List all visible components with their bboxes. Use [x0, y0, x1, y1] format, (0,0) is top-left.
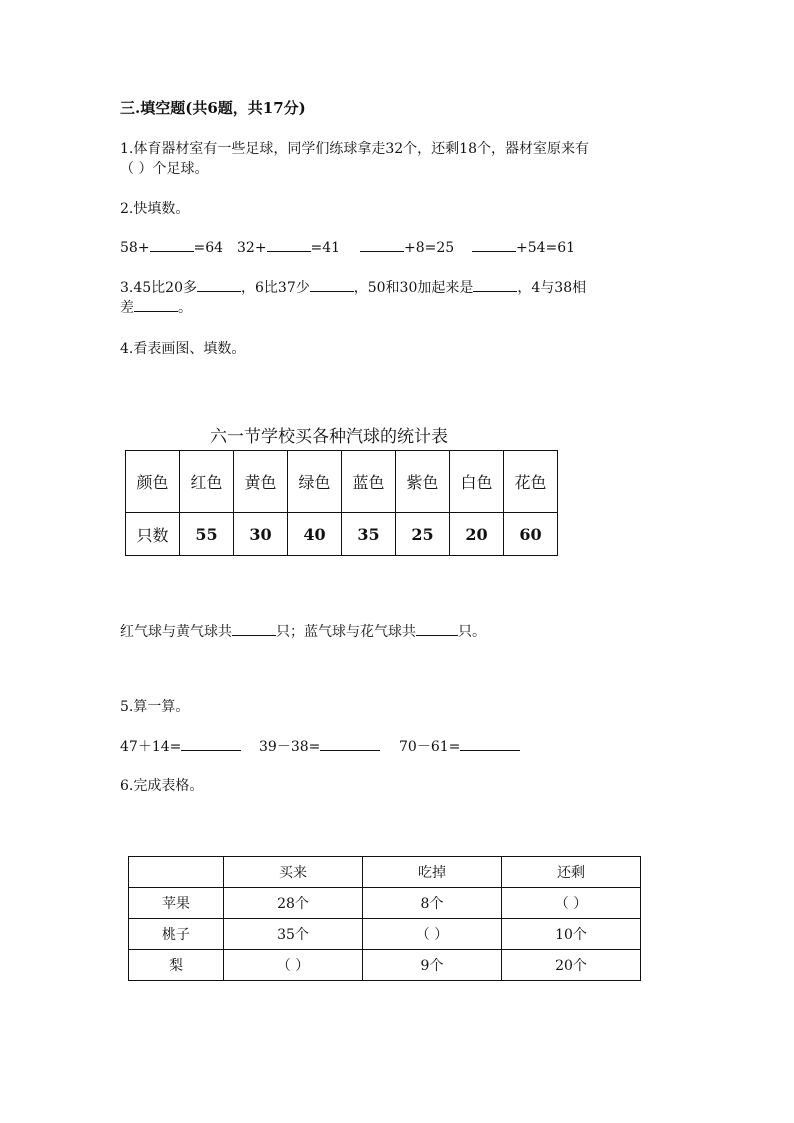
table-cell: 28个 [224, 888, 363, 919]
table-cell-blank[interactable]: （ ） [363, 919, 502, 950]
table-cell: 8个 [363, 888, 502, 919]
table-row [126, 513, 558, 556]
table-cell: 20 [450, 513, 504, 556]
table-cell-blank[interactable]: （ ） [502, 888, 641, 919]
answer-blank[interactable] [360, 237, 404, 252]
q3-text: ，6比37少 [241, 280, 310, 296]
table-cell: 9个 [363, 950, 502, 981]
answer-blank[interactable] [416, 621, 458, 636]
answer-blank[interactable] [232, 621, 276, 636]
table-row [126, 451, 558, 513]
q5-expression: 39－38= [259, 739, 321, 755]
table-cell: 30 [234, 513, 288, 556]
table-cell-blank[interactable]: （ ） [224, 950, 363, 981]
q3-text: ，50和30加起来是 [353, 280, 474, 296]
table-row-label: 梨 [129, 950, 224, 981]
q2-item-4 [472, 237, 575, 256]
table-header-cell: 颜色 [126, 451, 180, 513]
q6-title: 6.完成表格。 [120, 778, 204, 794]
q5-title: 5.算一算。 [120, 699, 190, 715]
q2-title: 2.快填数。 [120, 201, 190, 217]
table-row [129, 919, 641, 950]
table-header-cell: 紫色 [396, 451, 450, 513]
q4-fill-line [120, 621, 486, 641]
table-row [129, 857, 641, 888]
q2-item-pre: 58+ [120, 240, 150, 256]
answer-blank[interactable] [472, 237, 516, 252]
table-cell: 35个 [224, 919, 363, 950]
answer-blank[interactable] [460, 736, 520, 751]
balloon-table [125, 450, 558, 556]
q2-item-post: +8=25 [404, 240, 455, 256]
q4-text: 只；蓝气球与花气球共 [276, 624, 416, 640]
q5-item-3 [399, 736, 520, 756]
table-cell: 40 [288, 513, 342, 556]
answer-blank[interactable] [181, 736, 241, 751]
q5-item-2 [259, 736, 380, 756]
answer-blank[interactable] [134, 297, 178, 312]
answer-blank[interactable] [320, 736, 380, 751]
q3-text: 3.45比20多 [120, 280, 197, 296]
fruit-table [128, 856, 641, 981]
table-cell: 20个 [502, 950, 641, 981]
table-row-label: 只数 [126, 513, 180, 556]
answer-blank[interactable] [150, 237, 194, 252]
table-header-cell: 白色 [450, 451, 504, 513]
table-row-label: 苹果 [129, 888, 224, 919]
table-cell: 25 [396, 513, 450, 556]
table-row-label: 桃子 [129, 919, 224, 950]
table-header-cell: 花色 [504, 451, 558, 513]
answer-blank[interactable] [197, 277, 241, 292]
q1-line2: （ ）个足球。 [120, 161, 209, 177]
q2-item-post: =64 [193, 240, 224, 256]
balloon-table-title: 六一节学校买各种汽球的统计表 [210, 427, 448, 447]
table-header-cell: 绿色 [288, 451, 342, 513]
q2-item-1 [120, 237, 223, 256]
table-cell: 55 [180, 513, 234, 556]
q3-text: 差 [120, 300, 134, 316]
q1-line1: 1.体育器材室有一些足球，同学们练球拿走32个，还剩18个，器材室原来有 [120, 141, 589, 157]
q2-item-pre: 32+ [237, 240, 267, 256]
table-row [129, 950, 641, 981]
table-header-cell: 黄色 [234, 451, 288, 513]
q5-expression: 70－61= [399, 739, 461, 755]
table-row [129, 888, 641, 919]
q2-item-3 [360, 237, 454, 256]
table-header-cell: 蓝色 [342, 451, 396, 513]
q2-item-post: =41 [310, 240, 341, 256]
answer-blank[interactable] [267, 237, 311, 252]
q5-expression: 47＋14= [120, 739, 182, 755]
table-header-cell: 还剩 [502, 857, 641, 888]
q4-text: 红气球与黄气球共 [120, 624, 232, 640]
table-header-cell: 吃掉 [363, 857, 502, 888]
table-cell: 60 [504, 513, 558, 556]
q5-item-1 [120, 736, 241, 756]
q3-text: 。 [178, 300, 192, 316]
q2-item-2 [237, 237, 340, 256]
q3-line2 [120, 297, 192, 317]
table-header-cell [129, 857, 224, 888]
table-header-cell: 红色 [180, 451, 234, 513]
q4-title: 4.看表画图、填数。 [120, 341, 246, 357]
table-cell: 35 [342, 513, 396, 556]
table-header-cell: 买来 [224, 857, 363, 888]
q4-text: 只。 [458, 624, 486, 640]
answer-blank[interactable] [473, 277, 517, 292]
q2-item-post: +54=61 [516, 240, 576, 256]
q3-line1 [120, 277, 586, 297]
answer-blank[interactable] [310, 277, 354, 292]
q3-text: ，4与38相 [517, 280, 587, 296]
section-title: 三.填空题(共6题，共17分) [120, 99, 306, 117]
table-cell: 10个 [502, 919, 641, 950]
